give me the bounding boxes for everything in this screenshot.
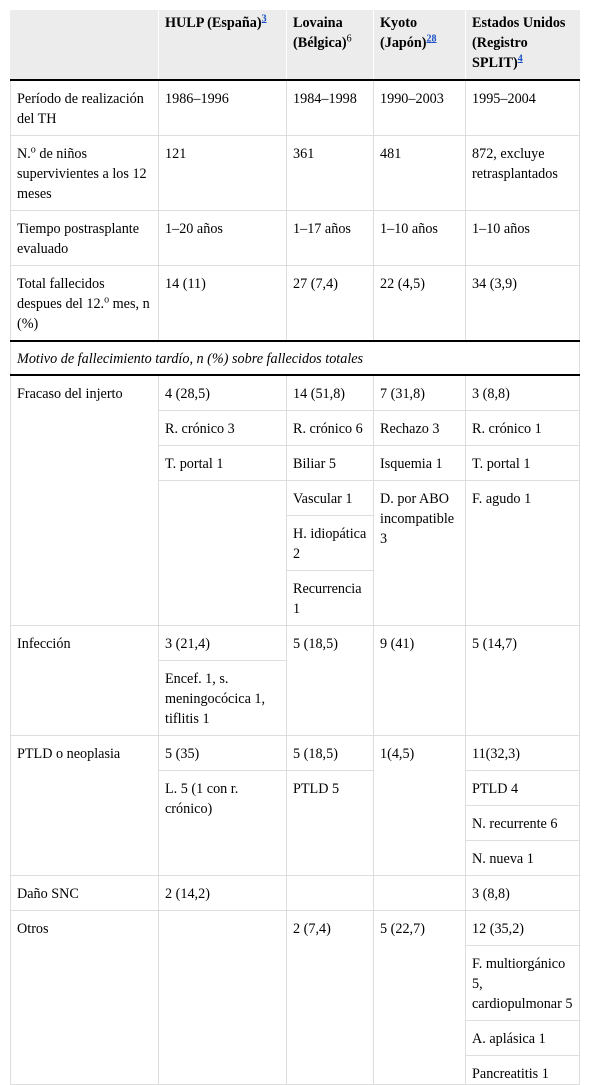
table-cell: 3 (21,4) [159,626,287,661]
row-label-infeccion: Infección [11,626,159,736]
table-row-fracaso [11,375,580,411]
table-cell: 9 (41) [374,626,466,736]
table-cell-empty [374,876,466,911]
table-cell: N. recurrente 6 [466,806,580,841]
row-label: Total fallecidos despues del 12.$^o$ mes, n (%) [11,266,159,342]
table-cell: Pancreatitis 1 [466,1056,580,1085]
table-container [10,10,579,1082]
table-cell: 872, excluye retrasplantados [466,136,580,211]
mortality-table [10,10,580,1085]
row-label-otros: Otros [11,911,159,1085]
ref-link-28[interactable]: 28 [426,33,437,45]
table-cell: H. idiopática 2 [287,516,374,571]
table-cell: 361 [287,136,374,211]
row-label-ptld: PTLD o neoplasia [11,736,159,876]
table-cell: A. aplásica 1 [466,1021,580,1056]
table-row-otros [11,911,580,946]
table-cell: 481 [374,136,466,211]
row-label: N.$^o$ de niños supervivientes a los 12 meses [11,136,159,211]
table-cell: 1–10 años [374,211,466,266]
table-cell: 1990–2003 [374,80,466,136]
table-row-ptld [11,736,580,771]
table-row-periodo [11,80,580,136]
table-cell: 5 (14,7) [466,626,580,736]
table-cell: 1995–2004 [466,80,580,136]
table-cell [159,911,287,1085]
table-row-dano [11,876,580,911]
table-cell: T. portal 1 [159,446,287,481]
table-cell: PTLD 5 [287,771,374,876]
table-cell: 27 (7,4) [287,266,374,342]
table-cell: 3 (8,8) [466,876,580,911]
table-cell: 7 (31,8) [374,375,466,411]
table-cell: 11(32,3) [466,736,580,771]
table-cell: F. agudo 1 [466,481,580,626]
table-cell: Biliar 5 [287,446,374,481]
row-label: Tiempo postrasplante evaluado [11,211,159,266]
table-row-tiempo [11,211,580,266]
table-cell: 2 (14,2) [159,876,287,911]
table-cell: T. portal 1 [466,446,580,481]
table-cell: 4 (28,5) [159,375,287,411]
table-cell: 34 (3,9) [466,266,580,342]
table-cell: Recurrencia 1 [287,571,374,626]
table-cell: F. multiorgánico 5, cardiopulmonar 5 [466,946,580,1021]
ref-6: 6 [346,33,352,45]
table-cell: N. nueva 1 [466,841,580,876]
table-cell: 14 (11) [159,266,287,342]
table-cell-empty [287,876,374,911]
table-cell: 5 (35) [159,736,287,771]
table-cell: D. por ABO incompatible 3 [374,481,466,626]
table-cell: R. crónico 6 [287,411,374,446]
table-cell-empty [159,481,287,626]
table-cell: 1(4,5) [374,736,466,876]
header-row [11,11,580,81]
ref-link-3[interactable]: 3 [261,13,267,25]
table-cell: R. crónico 3 [159,411,287,446]
section-title: Motivo de fallecimiento tardío, n (%) sobre fallecidos totales [11,341,580,375]
header-usa: Estados Unidos (Registro SPLIT)$^4$ [466,11,580,81]
row-label: Período de realización del TH [11,80,159,136]
section-row [11,341,580,375]
table-cell: 5 (18,5) [287,736,374,771]
table-cell: PTLD 4 [466,771,580,806]
table-cell: 1986–1996 [159,80,287,136]
table-cell: 5 (22,7) [374,911,466,1085]
row-label-fracaso: Fracaso del injerto [11,375,159,626]
header-kyoto: Kyoto (Japón)$^{28}$ [374,11,466,81]
table-cell: 1–10 años [466,211,580,266]
table-cell: 3 (8,8) [466,375,580,411]
table-cell: 14 (51,8) [287,375,374,411]
table-cell: Isquemia 1 [374,446,466,481]
table-cell: 2 (7,4) [287,911,374,1085]
header-lovaina: Lovaina (Bélgica)$^6$ [287,11,374,81]
table-cell: R. crónico 1 [466,411,580,446]
table-cell: 5 (18,5) [287,626,374,736]
row-label-dano: Daño SNC [11,876,159,911]
table-cell: 22 (4,5) [374,266,466,342]
table-row-total [11,266,580,342]
table-cell: 1–17 años [287,211,374,266]
table-cell: 12 (35,2) [466,911,580,946]
table-cell: Rechazo 3 [374,411,466,446]
header-hulp: HULP (España)$^3$ [159,11,287,81]
table-cell: Encef. 1, s. meningocócica 1, tiflitis 1 [159,661,287,736]
table-cell: 1–20 años [159,211,287,266]
table-cell: Vascular 1 [287,481,374,516]
table-cell: L. 5 (1 con r. crónico) [159,771,287,876]
table-cell: 121 [159,136,287,211]
ref-link-4[interactable]: 4 [517,53,523,65]
header-empty-cell [11,11,159,81]
table-row-infeccion [11,626,580,661]
table-cell: 1984–1998 [287,80,374,136]
table-row-ninos [11,136,580,211]
